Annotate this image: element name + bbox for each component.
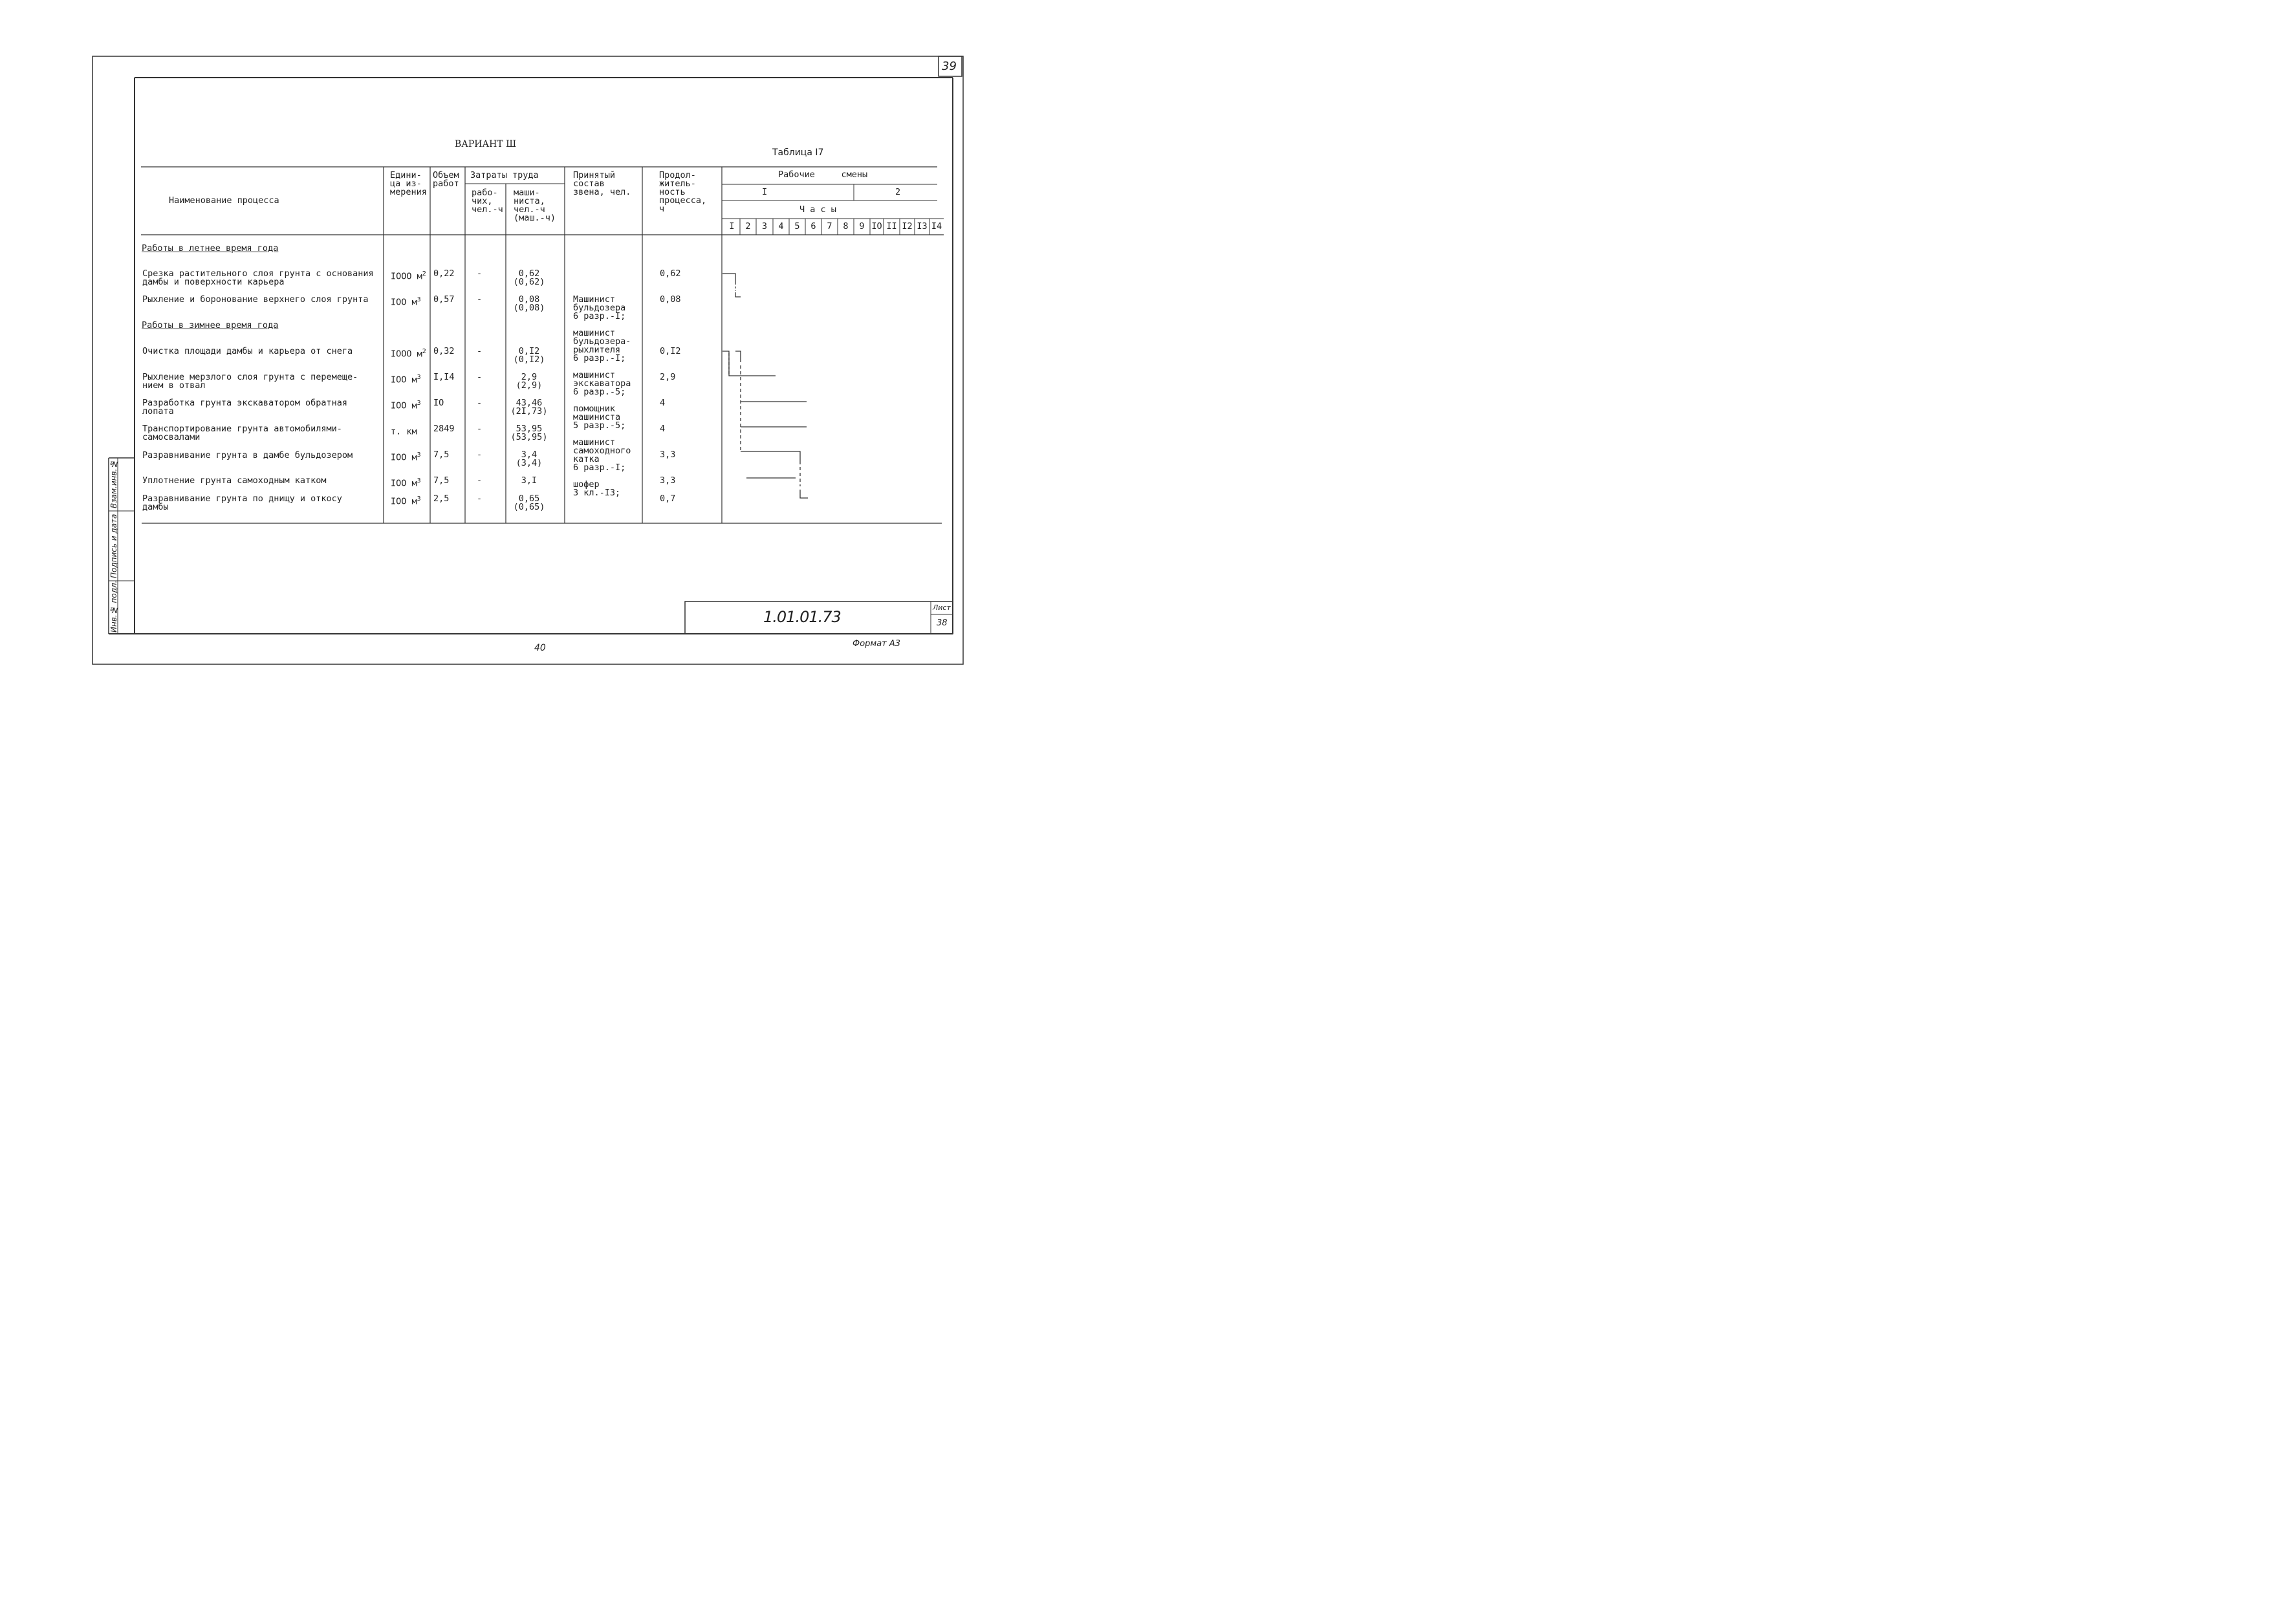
row-unit [391,477,421,488]
row-workers: - [477,346,483,356]
hour-label: 5 [794,221,800,232]
row-duration: 0,I2 [660,346,681,356]
hour-label: 6 [810,221,816,232]
row-machinist: 0,I2 (0,I2) [513,346,545,365]
unit-text: т. км [391,426,417,437]
unit-exponent: 3 [417,477,421,484]
unit-text: IOOO м [391,271,422,282]
hour-label: I4 [931,221,942,232]
unit-exponent: 3 [417,451,421,459]
doc-code: 1.01.01.73 [763,608,841,626]
unit-text: IOO м [391,400,417,411]
crew-composition: Машинист бульдозера 6 разр.-I; машинист бульдозера- рыхлителя 6 разр.-I; машинист экскаватора 6 разр.-5; помощник машиниста 5 разр.-5; машинист самоходного катка 6 разр.-I; шофер 3 кл.-I3; [573,294,631,498]
row-unit [391,425,417,437]
hour-label: 2 [745,221,751,232]
sheet-number-top: 39 [942,60,957,73]
row-unit [391,347,426,359]
row-machinist: 3,4 (3,4) [516,449,543,468]
stamp-inv-no: Инв.№ подл. [109,580,118,633]
row-name: Рыхление и боронование верхнего слоя грунта [142,294,369,305]
row-workers: - [477,449,483,460]
row-volume: IO [433,398,444,408]
row-machinist: 0,65 (0,65) [513,493,545,512]
row-name: Рыхление мерзлого слоя грунта с перемеще- нием в отвал [142,372,358,391]
stamp-replace: Взам.инв.№ [109,459,118,508]
unit-text: IOO м [391,374,417,385]
row-unit [391,399,421,411]
row-volume: 0,22 [433,268,455,279]
unit-text: IOO м [391,478,417,489]
unit-text: IOO м [391,496,417,507]
row-volume: 7,5 [433,449,450,460]
unit-text: IOOO м [391,349,422,360]
sheet-value: 38 [937,618,948,628]
row-duration: 0,7 [660,493,676,504]
row-duration: 0,08 [660,294,681,305]
hour-label: 3 [761,221,768,232]
header-name: Наименование процесса [169,195,279,206]
sheet-label: Лист [933,603,951,612]
row-workers: - [477,372,483,382]
hour-label: 9 [859,221,865,232]
row-machinist: 0,08 (0,08) [513,294,545,313]
stamp-sign: Подпись и дата [109,514,118,578]
row-volume: 0,57 [433,294,455,305]
row-workers: - [477,398,483,408]
hour-label: 7 [827,221,832,232]
row-workers: - [477,475,483,486]
header-workers: рабо- чих, чел.-ч [472,188,503,215]
variant-title: ВАРИАНТ Ш [455,139,517,149]
row-machinist: 43,46 (2I,73) [510,398,548,417]
format-label: Формат А3 [853,639,901,649]
schedule-bars [723,274,808,498]
table-label: Таблица I7 [772,147,824,158]
unit-exponent: 2 [422,270,426,277]
hour-label: 8 [843,221,849,232]
row-machinist: 2,9 (2,9) [516,372,543,391]
row-volume: 7,5 [433,475,450,486]
header-crew: Принятый состав звена, чел. [573,170,631,197]
hour-label: I3 [917,221,928,232]
section-summer: Работы в летнее время года [142,243,279,254]
row-name: Разравнивание грунта в дамбе бульдозером [142,450,353,460]
header-hours: Ч а с ы [799,204,836,215]
hour-label: I2 [902,221,913,232]
row-name: Разравнивание грунта по днищу и откосу дамбы [142,493,342,512]
hour-label: IO [871,221,882,232]
row-name: Срезка растительного слоя грунта с основания дамбы и поверхности карьера [142,268,374,287]
row-duration: 2,9 [660,372,676,382]
header-machinist: маши- ниста, чел.-ч (маш.-ч) [514,188,556,223]
section-winter: Работы в зимнее время года [142,320,279,330]
unit-text: IOO м [391,452,417,463]
row-unit [391,270,426,281]
row-duration: 4 [660,398,666,408]
hour-label: I [729,221,735,232]
row-volume: I,I4 [433,372,455,382]
unit-exponent: 3 [417,374,421,381]
row-name: Очистка площади дамбы и карьера от снега [142,346,353,356]
header-volume: Объем работ [433,170,459,189]
header-labor: Затраты труда [470,170,539,180]
row-volume: 2849 [433,424,455,434]
row-workers: - [477,294,483,305]
row-unit [391,495,421,506]
row-workers: - [477,268,483,279]
row-workers: - [477,424,483,434]
row-unit [391,296,421,307]
row-volume: 2,5 [433,493,450,504]
row-machinist: 53,95 (53,95) [510,424,548,442]
header-unit: Едини- ца из- мерения [390,170,427,197]
row-name: Транспортирование грунта автомобилями- самосвалами [142,424,342,442]
row-workers: - [477,493,483,504]
row-machinist: 3,I [521,475,538,486]
row-duration: 3,3 [660,475,676,486]
unit-exponent: 3 [417,296,421,303]
row-unit [391,451,421,462]
bottom-page-number: 40 [534,643,546,653]
unit-text: IOO м [391,297,417,308]
row-unit [391,373,421,385]
row-duration: 3,3 [660,449,676,460]
hour-label: II [886,221,897,232]
unit-exponent: 2 [422,348,426,355]
row-volume: 0,32 [433,346,455,356]
header-duration: Продол- житель- ность процесса, ч [659,170,707,214]
row-duration: 4 [660,424,666,434]
row-name: Разработка грунта экскаватором обратная лопата [142,398,347,417]
header-shifts: Рабочие смены [778,169,868,180]
row-name: Уплотнение грунта самоходным катком [142,475,327,486]
header-shift1: I [762,187,768,197]
row-duration: 0,62 [660,268,681,279]
unit-exponent: 3 [417,495,421,503]
unit-exponent: 3 [417,400,421,407]
header-shift2: 2 [895,187,901,197]
row-machinist: 0,62 (0,62) [513,268,545,287]
hour-label: 4 [778,221,784,232]
